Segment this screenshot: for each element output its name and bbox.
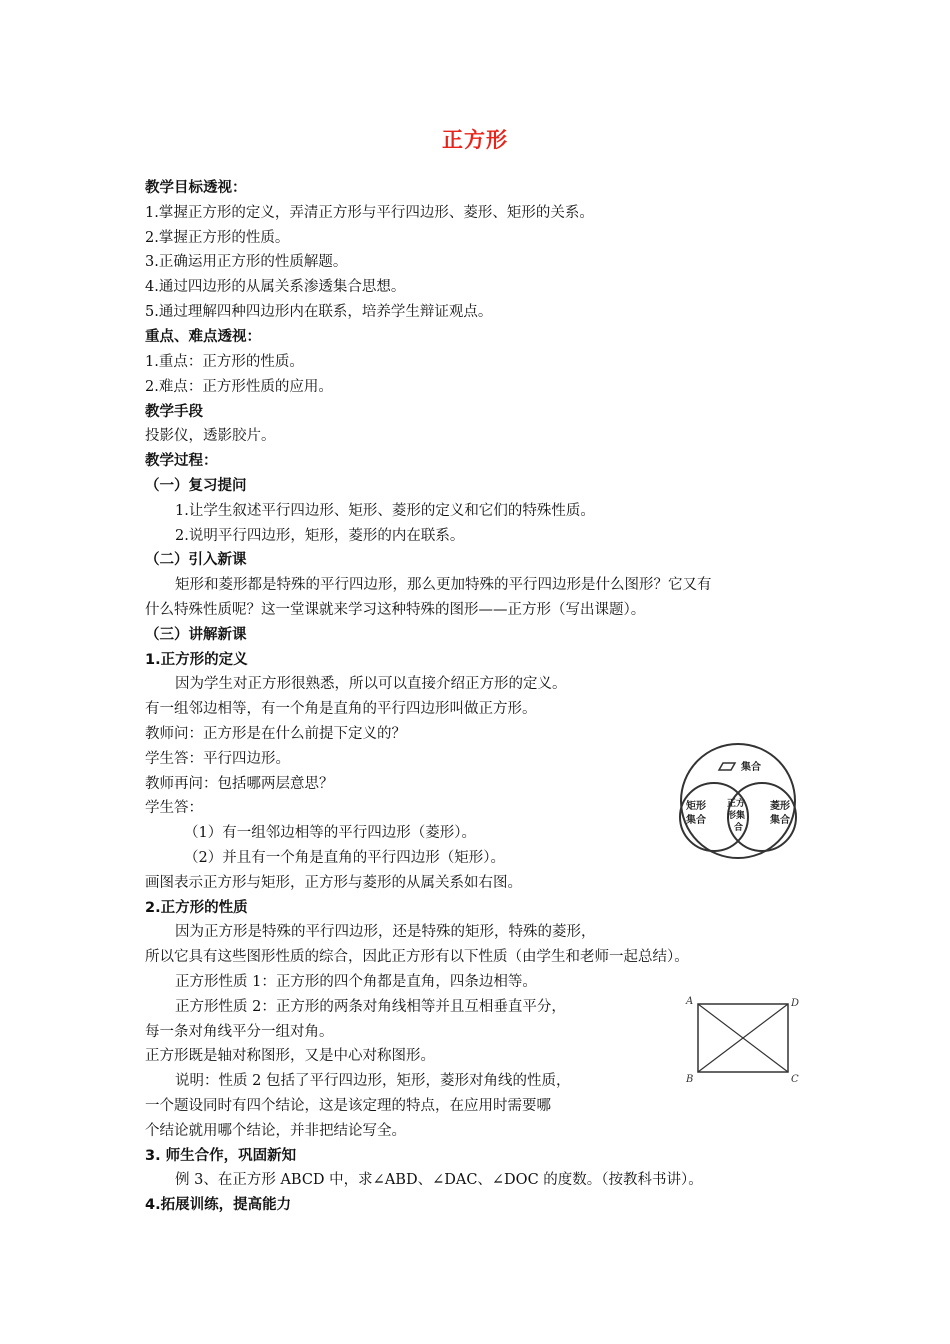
process-heading: 教学过程：	[145, 453, 218, 469]
vertex-c-label: C	[791, 1074, 799, 1085]
keypoints-heading: 重点、难点透视：	[145, 329, 261, 345]
definition-line: 因为学生对正方形很熟悉，所以可以直接介绍正方形的定义。	[175, 676, 567, 692]
definition-line: 教师问：正方形是在什么前提下定义的？	[145, 726, 406, 742]
means-heading: 教学手段	[145, 404, 203, 420]
means-text: 投影仪，透影胶片。	[145, 428, 276, 444]
objective-item: 3.正确运用正方形的性质解题。	[145, 254, 348, 270]
part1-item: 1.让学生叙述平行四边形、矩形、菱形的定义和它们的特殊性质。	[175, 503, 595, 519]
objectives-heading: 教学目标透视：	[145, 180, 247, 196]
property-line: 正方形既是轴对称图形，又是中心对称图形。	[145, 1048, 435, 1064]
part2-line: 什么特殊性质呢？这一堂课就来学习这种特殊的图形——正方形（写出课题）。	[145, 602, 646, 618]
property-line: 一个题设同时有四个结论，这是该定理的特点，在应用时需要哪	[145, 1098, 551, 1114]
square-diagram	[684, 994, 804, 1086]
part1-item: 2.说明平行四边形，矩形，菱形的内在联系。	[175, 528, 465, 544]
part2-heading: （二）引入新课	[145, 552, 247, 568]
definition-line: 有一组邻边相等，有一个角是直角的平行四边形叫做正方形。	[145, 701, 537, 717]
property-line: 正方形性质 2：正方形的两条对角线相等并且互相垂直平分，	[175, 999, 566, 1015]
definition-line: 画图表示正方形与矩形，正方形与菱形的从属关系如右图。	[145, 875, 522, 891]
rhombus-label: 菱形	[770, 801, 790, 812]
vertex-a-label: A	[686, 996, 694, 1007]
rectangle-set-label: 集合	[686, 815, 706, 826]
property-line: 说明：性质 2 包括了平行四边形，矩形，菱形对角线的性质，	[175, 1073, 571, 1089]
property-line: 正方形性质 1：正方形的四个角都是直角，四条边相等。	[175, 974, 537, 990]
property-line: 因为正方形是特殊的平行四边形，还是特殊的矩形，特殊的菱形，	[175, 924, 596, 940]
definition-line: 教师再问：包括哪两层意思？	[145, 776, 334, 792]
keypoint-item: 2.难点：正方形性质的应用。	[145, 379, 333, 395]
objective-item: 4.通过四边形的从属关系渗透集合思想。	[145, 279, 406, 295]
property-line: 每一条对角线平分一组对角。	[145, 1024, 334, 1040]
part2-line: 矩形和菱形都是特殊的平行四边形，那么更加特殊的平行四边形是什么图形？它又有	[175, 577, 712, 593]
vertex-b-label: B	[686, 1074, 694, 1085]
square-label-1: 正方	[727, 799, 746, 809]
definition-line: 学生答：平行四边形。	[145, 751, 290, 767]
parallelogram-icon	[719, 763, 735, 770]
objective-item: 5.通过理解四种四边形内在联系，培养学生辩证观点。	[145, 304, 493, 320]
part3-heading: （三）讲解新课	[145, 627, 247, 643]
vertex-d-label: D	[791, 998, 800, 1009]
objective-item: 1.掌握正方形的定义，弄清正方形与平行四边形、菱形、矩形的关系。	[145, 205, 594, 221]
square-label-2: 形集	[727, 811, 746, 821]
objective-item: 2.掌握正方形的性质。	[145, 230, 290, 246]
outer-label: 集合	[741, 762, 761, 773]
square-label-3: 合	[734, 823, 744, 833]
definition-heading: 1.正方形的定义	[145, 652, 248, 668]
definition-line: （1）有一组邻边相等的平行四边形（菱形）。	[184, 825, 476, 841]
example-line: 例 3、在正方形 ABCD 中，求∠ABD、∠DAC、∠DOC 的度数。（按教科书讲）。	[175, 1172, 703, 1188]
property-line: 个结论就用哪个结论，并非把结论写全。	[145, 1123, 406, 1139]
part1-heading: （一）复习提问	[145, 478, 247, 494]
keypoint-item: 1.重点：正方形的性质。	[145, 354, 304, 370]
rectangle-label: 矩形	[686, 801, 706, 812]
definition-line: 学生答：	[145, 800, 203, 816]
cooperation-heading: 3. 师生合作，巩固新知	[145, 1148, 297, 1164]
venn-diagram	[663, 742, 813, 860]
page-title: 正方形	[442, 128, 508, 152]
definition-line: （2）并且有一个角是直角的平行四边形（矩形）。	[184, 850, 505, 866]
rhombus-set-label: 集合	[770, 815, 790, 826]
extension-heading: 4.拓展训练，提高能力	[145, 1197, 292, 1213]
property-line: 所以它具有这些图形性质的综合，因此正方形有以下性质（由学生和老师一起总结）。	[145, 949, 689, 965]
properties-heading: 2.正方形的性质	[145, 900, 248, 916]
